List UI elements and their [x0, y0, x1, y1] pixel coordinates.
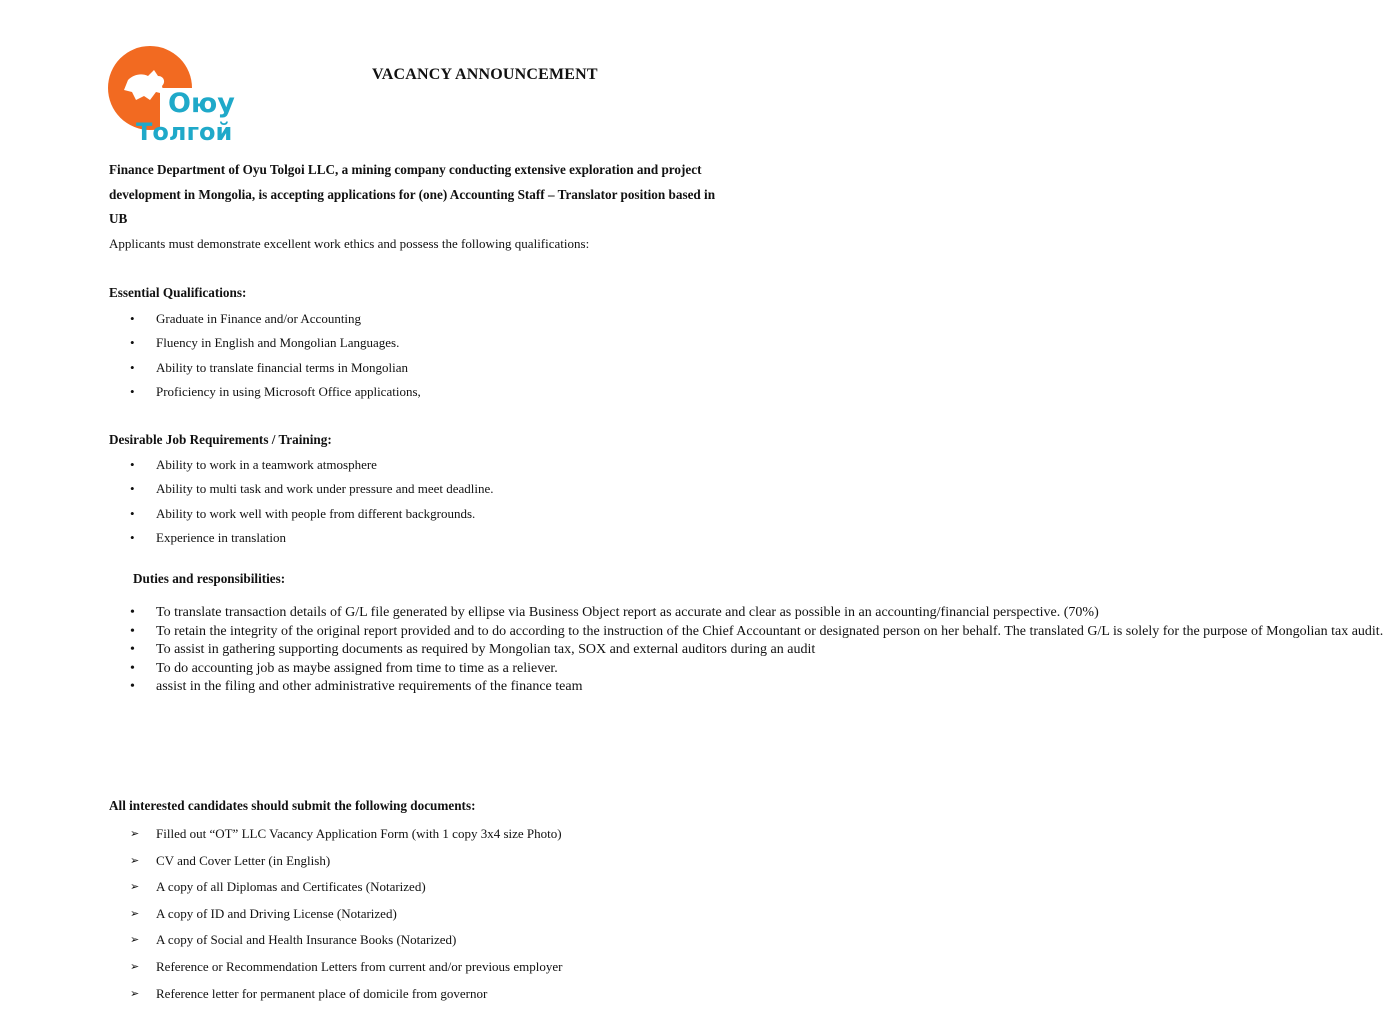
list-item: ➢ A copy of Social and Health Insurance Books (Notarized): [130, 932, 457, 948]
duties-list: [130, 604, 1383, 697]
list-item: • Fluency in English and Mongolian Languages.: [130, 335, 400, 351]
documents-title: All interested candidates should submit the following documents:: [109, 798, 476, 813]
arrow-bullet-icon: ➢: [130, 933, 140, 947]
essential-list: [130, 310, 730, 407]
list-item: ➢ Filled out “OT” LLC Vacancy Application Form (with 1 copy 3x4 size Photo): [130, 826, 562, 841]
arrow-bullet-icon: ➢: [130, 906, 140, 920]
list-item: ➢ A copy of all Diplomas and Certificates (Notarized): [130, 879, 426, 895]
arrow-bullet-icon: ➢: [130, 986, 140, 1000]
applicants-line: Applicants must demonstrate excellent work ethics and possess the following qualifications:: [109, 236, 590, 251]
list-item: ➢ Reference or Recommendation Letters from current and/or previous employer: [130, 958, 563, 974]
documents-list: [130, 825, 730, 1011]
list-item: • Proficiency in using Microsoft Office applications,: [130, 383, 421, 399]
list-item: • To retain the integrity of the original report provided and to do according to the instruction of the Chief Accountant or designated person on her behalf. The translated G/L is solely for the purpose of Mongolian tax audit.: [130, 623, 1383, 639]
list-item: • Ability to work in a teamwork atmosphere: [130, 457, 377, 472]
list-item: ➢ CV and Cover Letter (in English): [130, 852, 331, 868]
arrow-bullet-icon: ➢: [130, 853, 140, 867]
desirable-title: Desirable Job Requirements / Training:: [109, 432, 332, 447]
list-item: • Graduate in Finance and/or Accounting: [130, 311, 362, 326]
desirable-list: [130, 456, 730, 553]
list-item: ➢ Reference letter for permanent place of domicile from governor: [130, 985, 488, 1001]
list-item: • assist in the filing and other administrative requirements of the finance team: [130, 679, 583, 694]
list-item: • To assist in gathering supporting documents as required by Mongolian tax, SOX and external auditors during an audit: [130, 642, 816, 657]
list-item: • Ability to multi task and work under pressure and meet deadline.: [130, 481, 494, 497]
intro-paragraph: Finance Department of Oyu Tolgoi LLC, a mining company conducting extensive exploration and project development in Mongolia, is accepting applications for (one) Accounting Staff – Translator position based in UB: [109, 162, 716, 226]
list-item: • Experience in translation: [130, 529, 286, 545]
list-item: • Ability to translate financial terms in Mongolian: [130, 359, 409, 375]
arrow-bullet-icon: ➢: [130, 827, 140, 840]
logo-text-tolgoi: Толгой: [136, 118, 233, 146]
logo-text-oyu: Оюу: [168, 88, 235, 119]
duties-title: Duties and responsibilities:: [133, 571, 286, 586]
page-title: VACANCY ANNOUNCEMENT: [372, 66, 598, 83]
arrow-bullet-icon: ➢: [130, 959, 140, 973]
list-item: • To translate transaction details of G/L file generated by ellipse via Business Object report as accurate and clear as possible in an accounting/financial perspective. (70%): [130, 605, 1099, 620]
list-item: • To do accounting job as maybe assigned from time to time as a reliever.: [130, 660, 558, 676]
arrow-bullet-icon: ➢: [130, 880, 140, 894]
essential-title: Essential Qualifications:: [109, 285, 247, 300]
list-item: • Ability to work well with people from different backgrounds.: [130, 505, 476, 521]
oyu-tolgoi-logo: [104, 40, 252, 148]
list-item: ➢ A copy of ID and Driving License (Notarized): [130, 905, 397, 921]
